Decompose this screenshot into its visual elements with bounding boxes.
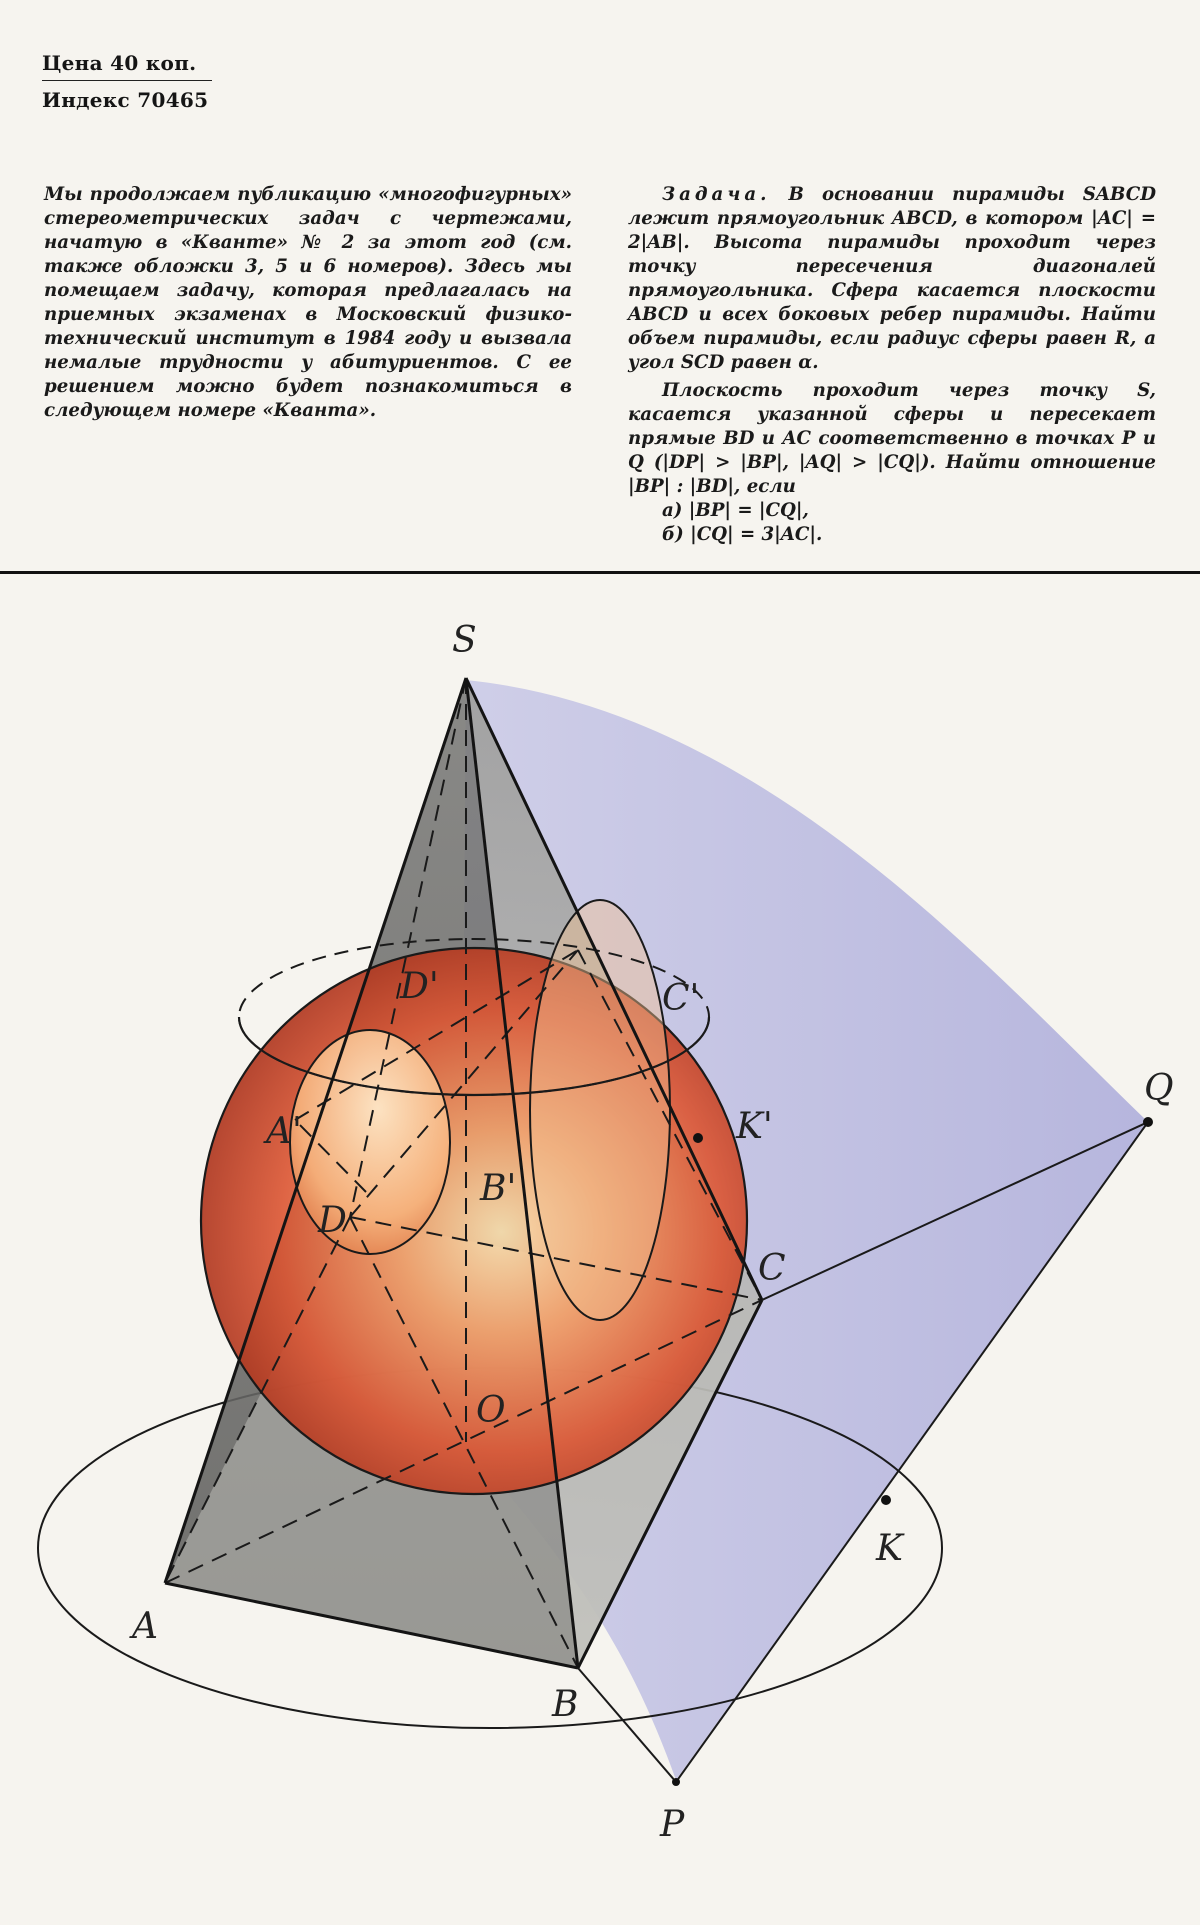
label-c-prime: C' [662, 978, 700, 1019]
problem-paragraph-2: Плоскость проходит через точку S, касается указанной сферы и пересекает прямые BD и AC соответственно в точках P и Q (|DP| > |BP|, |AQ| > |CQ|). Найти отношение |BP| : |BD|, если [628, 380, 1156, 497]
label-d-prime: D' [400, 966, 439, 1007]
section-divider [0, 571, 1200, 574]
geometry-figure [0, 600, 1200, 1925]
label-k: K [876, 1528, 903, 1569]
label-p: P [660, 1804, 685, 1845]
label-a: A [132, 1606, 158, 1647]
label-a-prime: A' [266, 1111, 302, 1152]
intro-column [44, 183, 572, 423]
problem-paragraph [628, 183, 1156, 375]
intro-paragraph: Мы продолжаем публикацию «многофигурных» стереометрических задач с чертежами, начатую в «Кванте» № 2 за этот год (см. также обложки 3, 5 и 6 номеров). Здесь мы помещаем задачу, которая предлагалась на приемных экзаменах в Московский физико-технический институт в 1984 году и вызвала немалые трудности у абитуриентов. С ее решением можно будет познакомиться в следующем номере «Кванта». [44, 184, 572, 421]
label-c: C [758, 1248, 786, 1289]
price-divider [42, 80, 212, 81]
problem-text: В основании пирамиды SABCD лежит прямоугольник ABCD, в котором |AC| = 2|AB|. Высота пирамиды проходит через точку пересечения диагоналей прямоугольника. Сфера касается плоскости ABCD и всех боковых ребер пирамиды. Найти объем пирамиды, если радиус сферы равен R, а угол SCD равен α. [628, 184, 1156, 373]
label-q: Q [1144, 1068, 1174, 1109]
label-o: O [476, 1390, 506, 1431]
index-label: Индекс 70465 [42, 88, 209, 112]
problem-case-b: б) |CQ| = 3|AC|. [662, 524, 823, 545]
label-k-prime: K' [736, 1106, 773, 1147]
problem-column [628, 183, 1156, 547]
label-b-prime: B' [480, 1168, 517, 1209]
price-block [42, 48, 212, 115]
label-d: D [318, 1200, 347, 1241]
problem-heading: Задача. [662, 184, 771, 205]
label-b: B [552, 1684, 579, 1725]
label-s: S [452, 620, 477, 661]
problem-case-a: а) |BP| = |CQ|, [662, 500, 809, 521]
price-label: Цена 40 коп. [42, 51, 197, 75]
